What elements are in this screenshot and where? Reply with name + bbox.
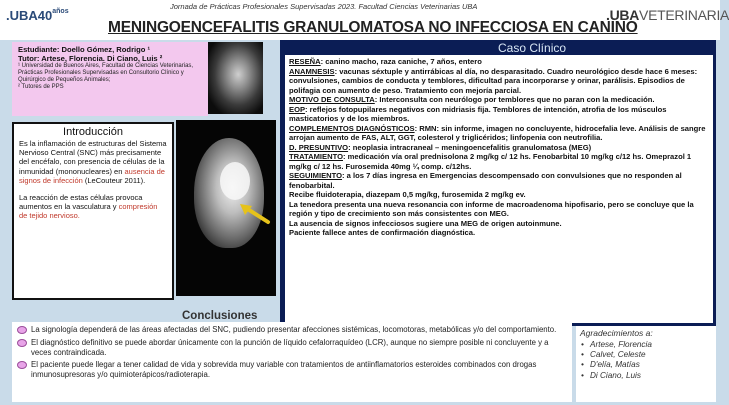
case-line-label: EOP (289, 104, 306, 114)
clinical-case-title: Caso Clínico (498, 41, 567, 55)
case-line-text: : neoplasia intracraneal – meningoencefalitis granulomatosa (MEG) (348, 142, 592, 152)
introduction-paragraph-1 (19, 139, 167, 185)
case-line-label: RESEÑA (289, 57, 321, 66)
uba-logo-part: .UBA (606, 7, 640, 23)
intro-p1-text-b: (LeCouteur 2011). (82, 175, 146, 185)
introduction-paragraph-2 (19, 193, 167, 221)
case-line (289, 105, 709, 124)
acknowledgement-name: • Di Ciano, Luis (580, 371, 712, 381)
case-line-text: : reflejos fotopupilares negativos con midriasis fija. Temblores de intención, atrofia de los músculos masticatorios y de los miembros. (289, 104, 667, 123)
intro-p2-highlight: compresión de tejido nervioso. (19, 202, 158, 221)
acknowledgements-title: Agradecimientos a: (580, 328, 653, 338)
case-line (289, 143, 709, 153)
conclusion-text: La signología dependerá de las áreas afectadas del SNC, pudiendo presentar afecciones sistémicas, locomotoras, metabólicas y/o del comportamiento. (31, 325, 557, 334)
introduction-title: Introducción (63, 126, 123, 138)
tutor-names: Tutor: Artese, Florencia. Di Ciano, Luis ² (18, 54, 163, 63)
case-line-text: : RMN: sin informe, imagen no concluyente, hidrocefalia leve. Análisis de sangre arrojan aumento de FAS, ALT, GGT, colesterol y triglicéridos; linfopenia con neutrofilia. (289, 123, 706, 142)
conclusion-item (17, 325, 567, 335)
case-line (289, 57, 709, 67)
case-line (289, 124, 709, 143)
conclusions-title: Conclusiones (182, 310, 258, 322)
mri-sagittal-image (208, 42, 263, 114)
case-line-text: : Interconsulta con neurólogo por temblores que no paran con la medicación. (374, 95, 655, 104)
case-line-text: : medicación vía oral prednisolona 2 mg/kg c/ 12 hs. Fenobarbital 10 mg/kg c/12 hs. Omeprazol 1 mg/kg c/ 12 hs. Furosemida 40mg ¼ comp. c/12hs. (289, 152, 692, 171)
acknowledgement-name: • Calvet, Celeste (580, 350, 712, 360)
acknowledgements-box (576, 326, 716, 402)
case-line (289, 152, 709, 171)
bullet-icon (17, 326, 27, 334)
case-line-label: SEGUIMIENTO (289, 171, 343, 180)
student-name: Estudiante: Doello Gómez, Rodrigo ¹ (18, 45, 151, 54)
acknowledgement-name: • D'elía, Matías (580, 360, 712, 370)
case-line-label: TRATAMIENTO (289, 152, 343, 161)
affiliation-2: ² Tutores de PPS (18, 84, 64, 90)
case-line: La ausencia de signos infecciosos sugiere una MEG de origen autoinmune. (289, 218, 562, 228)
case-line (289, 95, 709, 105)
intro-p1-highlight: ausencia de signos de infección (19, 166, 165, 185)
bullet-icon (17, 361, 27, 369)
bullet-icon (17, 339, 27, 347)
conclusion-text: El diagnóstico definitivo se puede abordar únicamente con la punción de líquido cefalorraquídeo (LCR), aunque no siempre posible ni concluyente y a veces contraindicada. (31, 337, 549, 357)
case-line: La tenedora presenta una nueva resonancia con informe de macroadenoma hipofisario, pero se concluye que la región y tipo de crecimiento son más consistentes con MEG. (289, 199, 694, 218)
conclusion-text: El paciente puede llegar a tener calidad de vida y sobrevida muy variable con tratamientos de antiinflamatorios esteroides combinados con drogas inmunosupresoras y/o quimioterápicos/radioterapia. (31, 360, 537, 380)
intro-p2-text-a: La reacción de estas células provoca aumentos en la vasculatura y (19, 193, 143, 212)
case-line-text: : a los 7 días ingresa en Emergencias descompensado con convulsiones que no responden al fenobarbital. (289, 171, 682, 190)
poster-title: MENINGOENCEFALITIS GRANULOMATOSA NO INFECCIOSA EN CANINO (108, 19, 638, 36)
event-subtitle: Jornada de Prácticas Profesionales Supervisadas 2023. Facultad Ciencias Veterinarias UBA (170, 2, 478, 11)
veterinaria-logo-part: VETERINARIA (639, 7, 729, 23)
lesion-arrow-icon (238, 203, 272, 225)
intro-p1-text-a: Es la inflamación de estructuras del Sistema Nervioso Central (SNC) más precisamente del encéfalo, con presencia de células de la inmunidad (mononucleares) en (19, 139, 167, 176)
uba40-logo (6, 8, 69, 23)
case-line: Paciente fallece antes de confirmación diagnóstica. (289, 228, 476, 237)
clinical-case-body (285, 55, 713, 323)
acknowledgement-name: • Artese, Florencia (580, 340, 712, 350)
authors-box (12, 42, 208, 116)
case-line-label: D. PRESUNTIVO (289, 142, 349, 152)
introduction-box (12, 122, 174, 300)
case-line (289, 171, 709, 190)
conclusion-item (17, 360, 567, 380)
case-line-text: : vacunas séxtuple y antirrábicas al día, no desparasitado. Cuadro neurológico desde hace 6 meses: convulsiones, cambios de conducta y temblores, dificultad para incorporarse y orinar, parálisis. Episodios de polifagia con aumento de peso. Tratamiento con mejoría parcial. (289, 66, 698, 95)
conclusions-box (12, 322, 572, 402)
case-line-label: COMPLEMENTOS DIAGNÓSTICOS (289, 123, 415, 133)
case-line-text: : canino macho, raza caniche, 7 años, entero (320, 57, 482, 66)
uba40-logo-sup: años (52, 8, 69, 15)
uba40-logo-text: .UBA40 (6, 8, 53, 23)
acknowledgements-list (580, 340, 712, 381)
case-line-label: MOTIVO DE CONSULTA (289, 95, 375, 104)
lesion-region (220, 162, 250, 200)
case-line-label: ANAMNESIS (289, 66, 335, 76)
affiliation-1: ¹ Universidad de Buenos Aires, Facultad de Ciencias Veterinarias, Prácticas Profesionales Supervisadas en Consultorio Clínico y Quirúrgico de Pequeños Animales; (18, 63, 194, 83)
case-line: Recibe fluidoterapia, diazepam 0,5 mg/kg, furosemida 2 mg/kg ev. (289, 190, 526, 199)
conclusion-item (17, 338, 567, 358)
case-line (289, 67, 709, 96)
